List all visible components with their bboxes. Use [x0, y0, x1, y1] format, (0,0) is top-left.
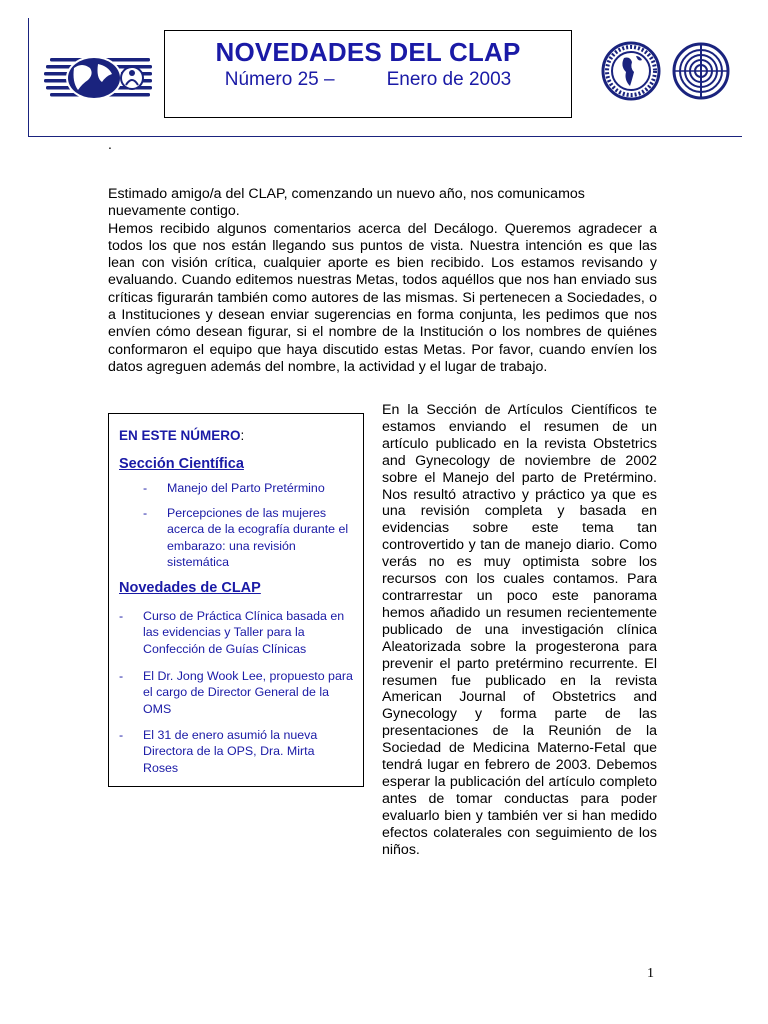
issue-date: Enero de 2003 [386, 69, 512, 90]
opas-seal-logo [598, 40, 664, 102]
masthead-box [164, 30, 572, 118]
section-cientifica-title: Sección Científica [119, 456, 244, 472]
clap-globe-logo [44, 52, 156, 104]
who-emblem-logo [668, 40, 734, 102]
list-item-text: Manejo del Parto Pretérmino [167, 481, 325, 495]
article-column [382, 402, 657, 858]
list-item-text: El 31 de enero asumió la nueva Directora de la OPS, Dra. Mirta Roses [143, 728, 318, 775]
list-dash: - [143, 481, 148, 495]
intro-paragraph-2: Hemos recibido algunos comentarios acerca del Decálogo. Queremos agradecer a todos los que nos están llegando sus puntos de vista. Nuestra intención es que las lean con visión crítica, cualquier aporte es bien recibido. Los estamos revisando y evaluando. Cuando editemos nuestras Metas, todos aquéllos que nos han enviado sus críticas figurarán también como autores de las mismas. Si pertenecen a Sociedades, o a Instituciones y desean enviar sugerencias en forma conjunta, les pedimos que nos envíen cómo desean figurar, si el nombre de la Institución o los nombres de quiénes conformaron el equipo que haya discutido estas Metas. Por favor, cuando envíen los datos agreguen además del nombre, la actividad y el lugar de trabajo. [108, 220, 657, 375]
header-rule-horizontal [28, 136, 742, 137]
list-item-text: Percepciones de las mujeres acerca de la ecografía durante el embarazo: una revisión sistemática [167, 506, 349, 569]
intro-paragraph-1: Estimado amigo/a del CLAP, comenzando un nuevo año, nos comunicamos nuevamente contigo. [108, 186, 585, 220]
stray-dot: . [108, 136, 112, 152]
list-dash: - [119, 728, 124, 742]
list-item-text: El Dr. Jong Wook Lee, propuesto para el cargo de Director General de la OMS [143, 669, 353, 716]
contents-heading-label: EN ESTE NÚMERO [119, 428, 241, 443]
issue-line [165, 69, 571, 91]
issue-number: Número 25 – [224, 69, 335, 90]
header-rule-vertical [28, 18, 29, 136]
list-dash: - [143, 506, 148, 520]
article-paragraph: En la Sección de Artículos Científicos te estamos enviando el resumen de un artículo publicado en la revista Obstetrics and Gynecology de noviembre de 2002 sobre el Manejo del parto de Pretérmino. Nos resultó atractivo y práctico ya que es una revisión completa y basada en evidencias sobre este tema tan controvertido y tan de manejo diario. Como verás no es muy optimista sobre los recursos con los cuales contamos. Para contrarrestar un poco este panorama hemos añadido un resumen recientemente publicado de una investigación clínica Aleatorizada sobre la progesterona para prevenir el parto pretérmino recurrente. El resumen fue publicado en la revista American Journal of Obstetrics and Gynecology y forma parte de las presentaciones de la Reunión de la Sociedad de Medicina Materno-Fetal que tendrá lugar en febrero de 2003. Debemos esperar la publicación del artículo completo antes de tomar conductas para poder evaluarlo bien y también ver si han medido efectos colaterales con seguimiento de los niños. [382, 402, 657, 858]
list-dash: - [119, 669, 124, 683]
list-dash: - [119, 609, 124, 623]
section-novedades-title: Novedades de CLAP [119, 580, 261, 596]
contents-heading-colon: : [240, 428, 245, 443]
contents-box [108, 413, 364, 787]
contents-heading [119, 428, 244, 443]
intro-text [108, 186, 657, 376]
list-item-text: Curso de Práctica Clínica basada en las evidencias y Taller para la Confección de Guías Clínicas [143, 609, 345, 656]
newsletter-title: NOVEDADES DEL CLAP [215, 37, 521, 67]
page-number: 1 [647, 966, 654, 981]
